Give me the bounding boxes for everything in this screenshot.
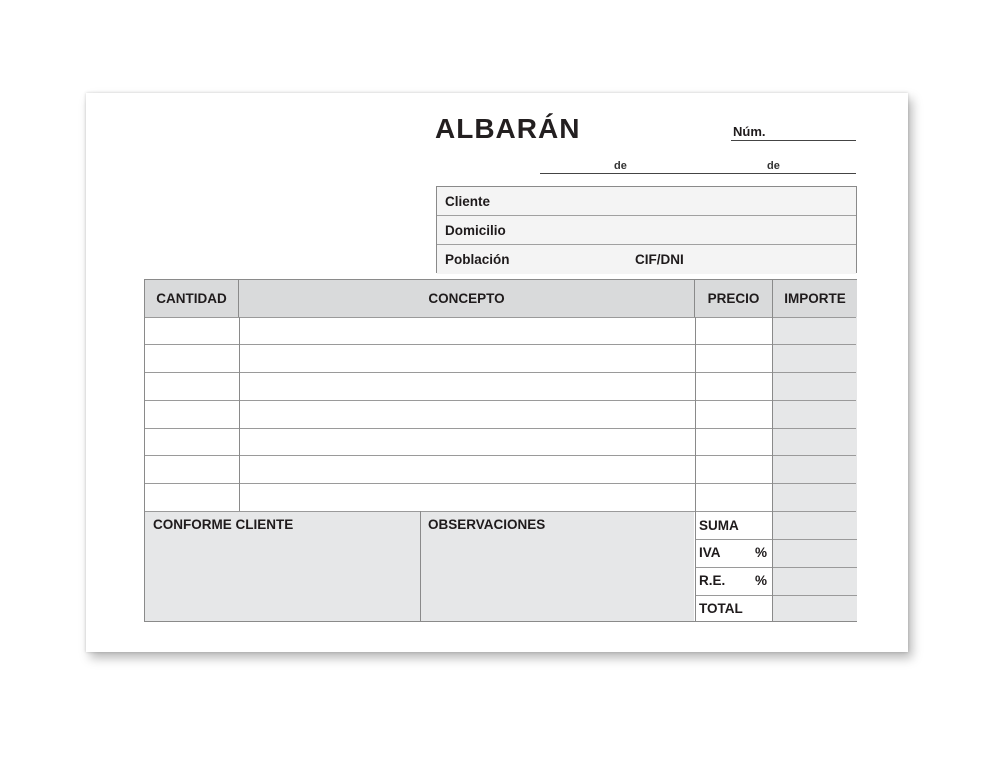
date-de-label-2: de: [767, 160, 780, 172]
iva-percent-sign: %: [755, 545, 768, 560]
poblacion-label: Población: [445, 252, 510, 267]
cliente-field[interactable]: [437, 187, 856, 216]
iva-label: IVA: [699, 545, 721, 560]
importe-column-shade: [772, 317, 857, 621]
cif-dni-label: CIF/DNI: [635, 252, 684, 267]
re-percent-sign: %: [755, 573, 768, 588]
col-divider: [772, 317, 773, 621]
col-header-precio: PRECIO: [695, 280, 773, 317]
col-header-concepto: CONCEPTO: [239, 280, 695, 317]
item-rows-area[interactable]: [145, 317, 772, 511]
client-info-box: [436, 186, 857, 273]
document-title: ALBARÁN: [435, 113, 581, 144]
number-label: Núm.: [733, 124, 766, 139]
total-label: TOTAL: [699, 601, 743, 616]
conforme-cliente-label: CONFORME CLIENTE: [153, 517, 294, 532]
items-table: [144, 279, 857, 622]
cliente-label: Cliente: [445, 194, 491, 209]
domicilio-field[interactable]: [437, 216, 856, 245]
col-header-importe: IMPORTE: [773, 280, 857, 317]
col-header-cantidad: CANTIDAD: [145, 280, 239, 317]
footer-divider: [420, 511, 421, 621]
row-divider: [145, 511, 856, 512]
poblacion-field[interactable]: [437, 245, 856, 274]
totals-divider: [695, 539, 857, 540]
totals-divider: [695, 595, 857, 596]
re-label: R.E.: [699, 573, 726, 588]
domicilio-label: Domicilio: [445, 223, 506, 238]
suma-label: SUMA: [699, 518, 739, 533]
date-de-label-1: de: [614, 160, 627, 172]
observaciones-label: OBSERVACIONES: [428, 517, 546, 532]
date-field-line[interactable]: [540, 173, 856, 174]
number-field-line[interactable]: [731, 140, 856, 141]
totals-divider: [695, 567, 857, 568]
